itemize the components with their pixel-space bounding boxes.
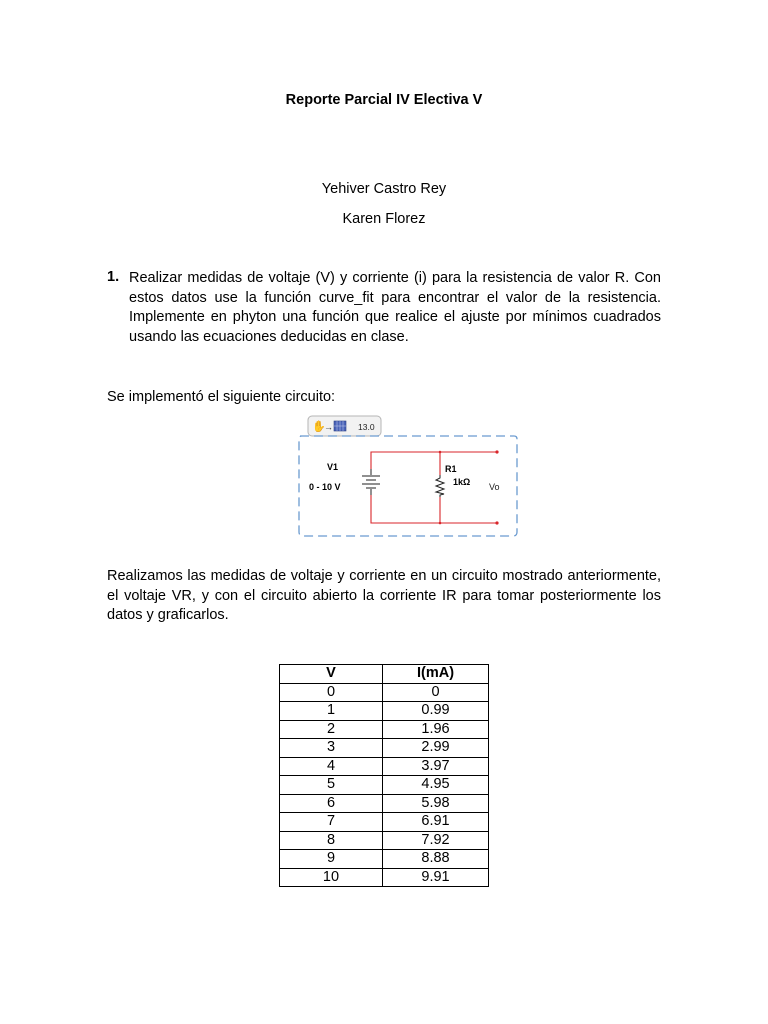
cell-current: 0.99 xyxy=(383,702,489,721)
cell-voltage: 10 xyxy=(280,868,383,887)
cell-voltage: 6 xyxy=(280,794,383,813)
table-row xyxy=(280,757,489,776)
table-row xyxy=(280,868,489,887)
cell-voltage: 8 xyxy=(280,831,383,850)
cell-voltage: 0 xyxy=(280,683,383,702)
table-row xyxy=(280,720,489,739)
cell-current: 8.88 xyxy=(383,850,489,869)
table-row xyxy=(280,776,489,795)
cell-current: 9.91 xyxy=(383,868,489,887)
measurement-paragraph: Realizamos las medidas de voltaje y corriente en un circuito mostrado anteriormente, el voltaje VR, y con el circuito abierto la corriente IR para tomar posteriormente los datos y graficarlos. xyxy=(107,568,661,623)
table-row xyxy=(280,831,489,850)
resistor-symbol xyxy=(436,475,444,497)
author-2: Karen Florez xyxy=(342,211,426,227)
cell-current: 6.91 xyxy=(383,813,489,832)
output-terminal-top xyxy=(495,450,498,453)
table-row xyxy=(280,702,489,721)
battery-symbol xyxy=(362,469,380,495)
header-voltage: V xyxy=(280,665,383,684)
table-row xyxy=(280,794,489,813)
circuit-diagram xyxy=(296,415,518,539)
circuit-intro: Se implementó el siguiente circuito: xyxy=(107,389,336,405)
cell-current: 3.97 xyxy=(383,757,489,776)
output-terminal-bottom xyxy=(495,521,498,524)
resistor-name: R1 xyxy=(445,464,457,474)
author-1: Yehiver Castro Rey xyxy=(321,181,447,197)
measurement-table xyxy=(279,664,489,887)
cell-current: 2.99 xyxy=(383,739,489,758)
cell-voltage: 7 xyxy=(280,813,383,832)
table-row xyxy=(280,739,489,758)
question-text: Realizar medidas de voltaje (V) y corriente (i) para la resistencia de valor R. Con estos datos use la función curve_fit para encontrar el valor de la resistencia. Implemente en phyton una función que realice el ajuste por mínimos cuadrados usando las ecuaciones deducidas en clase. xyxy=(129,270,661,345)
circuit-toolbar-label: 13.0 xyxy=(358,422,375,432)
cell-current: 0 xyxy=(383,683,489,702)
table-row xyxy=(280,850,489,869)
output-label: Vo xyxy=(489,482,500,492)
cell-current: 7.92 xyxy=(383,831,489,850)
question-number: 1. xyxy=(107,269,120,285)
cell-current: 4.95 xyxy=(383,776,489,795)
header-current: I(mA) xyxy=(383,665,489,684)
arrow-icon: → xyxy=(324,422,333,432)
source-range: 0 - 10 V xyxy=(309,482,341,492)
cell-voltage: 1 xyxy=(280,702,383,721)
cell-voltage: 9 xyxy=(280,850,383,869)
document-title: Reporte Parcial IV Electiva V xyxy=(285,92,483,108)
hand-icon: ✋ xyxy=(312,421,326,433)
cell-current: 5.98 xyxy=(383,794,489,813)
table-header-row xyxy=(280,665,489,684)
source-name: V1 xyxy=(327,462,339,472)
table-row xyxy=(280,813,489,832)
cell-voltage: 4 xyxy=(280,757,383,776)
cell-voltage: 5 xyxy=(280,776,383,795)
table-body xyxy=(280,683,489,887)
table-row xyxy=(280,683,489,702)
cell-voltage: 2 xyxy=(280,720,383,739)
cell-voltage: 3 xyxy=(280,739,383,758)
cell-current: 1.96 xyxy=(383,720,489,739)
circuit-wires xyxy=(371,452,497,523)
resistor-value: 1kΩ xyxy=(453,477,471,487)
